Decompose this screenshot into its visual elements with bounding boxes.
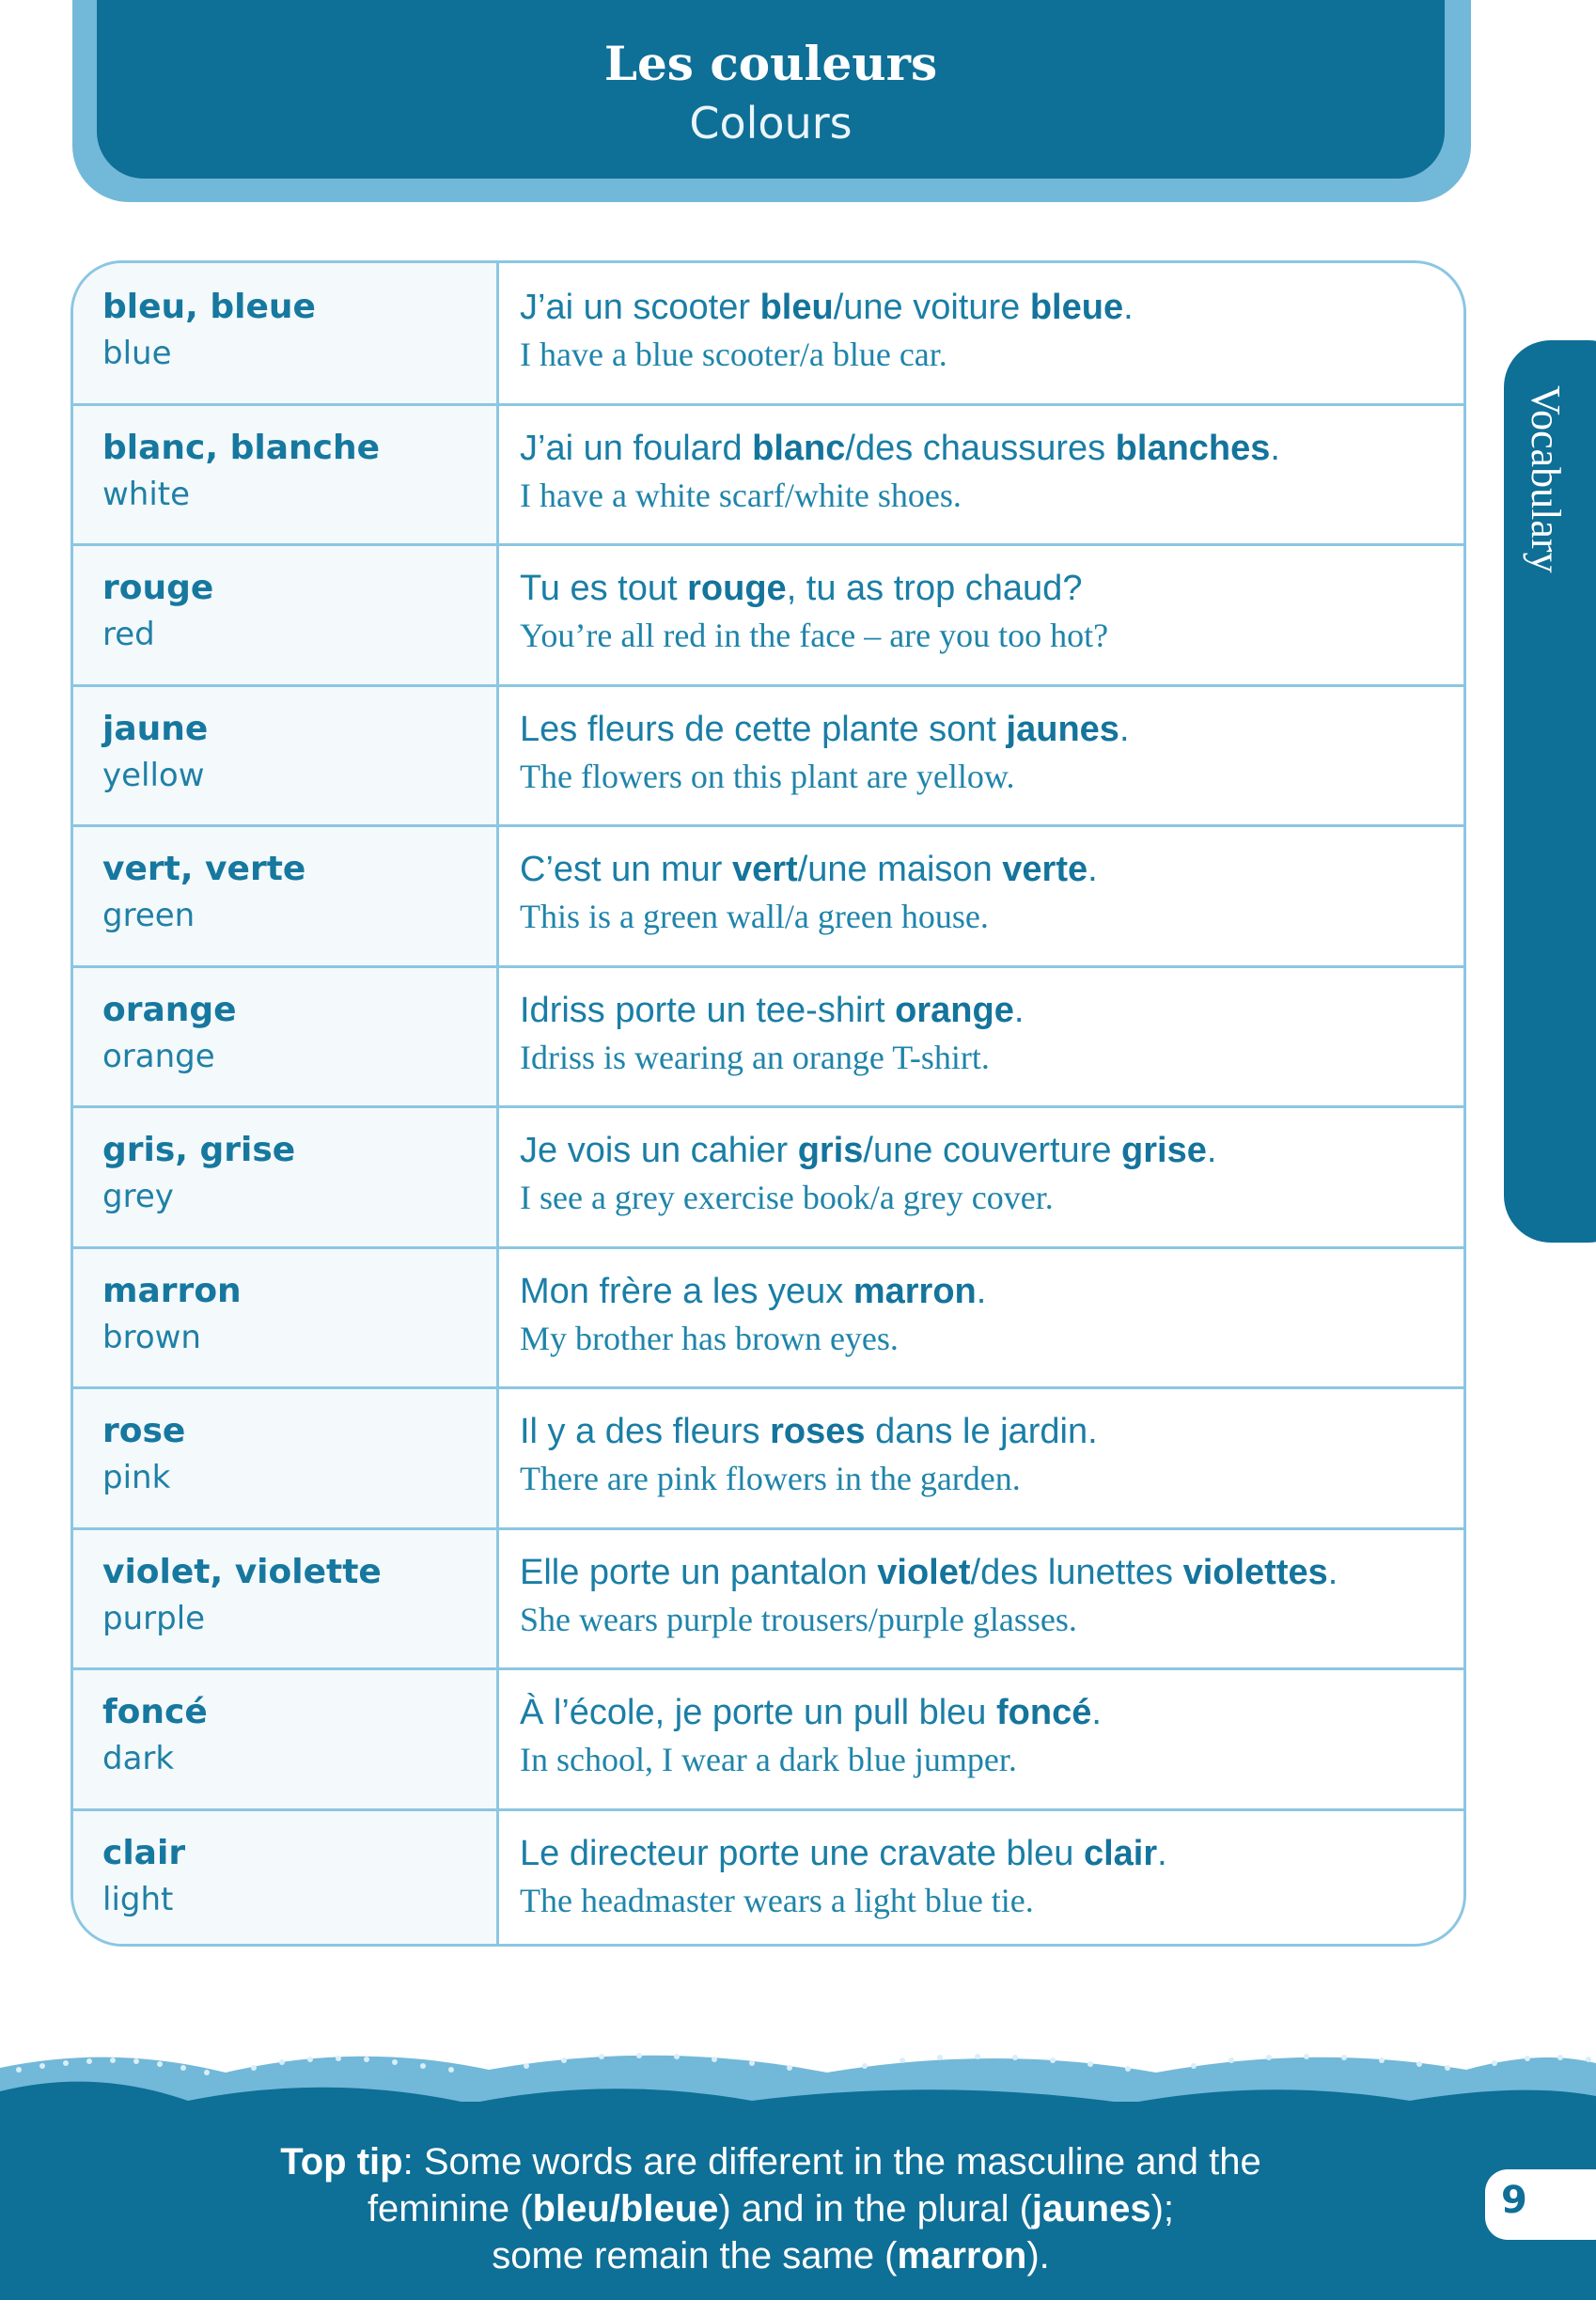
english-term: orange bbox=[102, 1037, 215, 1075]
table-row bbox=[73, 685, 1463, 826]
french-example: Je vois un cahier gris/une couverture grise. bbox=[520, 1131, 1217, 1170]
english-term: light bbox=[102, 1880, 174, 1918]
english-term: red bbox=[102, 616, 155, 653]
english-example: The flowers on this plant are yellow. bbox=[520, 757, 1015, 795]
english-example: You’re all red in the face – are you too hot? bbox=[520, 617, 1109, 654]
english-example: In school, I wear a dark blue jumper. bbox=[520, 1741, 1017, 1778]
table-row bbox=[73, 263, 1463, 404]
french-term: rose bbox=[102, 1412, 186, 1450]
english-term: purple bbox=[102, 1599, 206, 1637]
page-subtitle: Colours bbox=[689, 98, 853, 149]
french-term: foncé bbox=[102, 1693, 208, 1731]
french-term: marron bbox=[102, 1271, 242, 1310]
table-row bbox=[73, 1387, 1463, 1528]
french-term: clair bbox=[102, 1833, 186, 1872]
english-example: There are pink flowers in the garden. bbox=[520, 1460, 1021, 1497]
english-example: The headmaster wears a light blue tie. bbox=[520, 1881, 1034, 1919]
table-row bbox=[73, 1247, 1463, 1388]
english-example: I have a white scarf/white shoes. bbox=[520, 476, 962, 514]
english-term: blue bbox=[102, 335, 172, 372]
page-number: 9 bbox=[1501, 2179, 1527, 2222]
top-tip: Top tip: Some words are different in the masculine and the feminine (bleu/bleue) and in the plural (jaunes); some remain the same (marron). bbox=[280, 2141, 1261, 2277]
table-row bbox=[73, 1528, 1463, 1669]
table-row bbox=[73, 1668, 1463, 1809]
french-example: Idriss porte un tee-shirt orange. bbox=[520, 990, 1025, 1030]
table-row bbox=[73, 404, 1463, 545]
french-term: blanc, blanche bbox=[102, 428, 380, 467]
french-example: À l’école, je porte un pull bleu foncé. bbox=[520, 1693, 1102, 1732]
french-example: Les fleurs de cette plante sont jaunes. bbox=[520, 709, 1130, 749]
french-example: Elle porte un pantalon violet/des lunettes violettes. bbox=[520, 1552, 1338, 1592]
english-term: brown bbox=[102, 1318, 201, 1356]
french-example: J’ai un foulard blanc/des chaussures blanches. bbox=[520, 428, 1280, 468]
english-term: white bbox=[102, 475, 191, 513]
english-example: I have a blue scooter/a blue car. bbox=[520, 336, 947, 373]
french-term: bleu, bleue bbox=[102, 288, 316, 326]
french-example: Mon frère a les yeux marron. bbox=[520, 1271, 987, 1311]
french-example: Tu es tout rouge, tu as trop chaud? bbox=[520, 569, 1083, 608]
english-term: dark bbox=[102, 1740, 175, 1777]
french-term: rouge bbox=[102, 569, 214, 607]
page-title: Les couleurs bbox=[603, 36, 938, 91]
english-example: This is a green wall/a green house. bbox=[520, 898, 989, 935]
english-example: Idriss is wearing an orange T-shirt. bbox=[520, 1038, 990, 1076]
french-term: vert, verte bbox=[102, 850, 306, 888]
french-example: Il y a des fleurs roses dans le jardin. bbox=[520, 1412, 1098, 1451]
table-row bbox=[73, 825, 1463, 966]
french-example: C’est un mur vert/une maison verte. bbox=[520, 850, 1098, 889]
section-tab-label: Vocabulary bbox=[1523, 385, 1569, 573]
english-term: green bbox=[102, 897, 196, 934]
english-term: yellow bbox=[102, 756, 205, 794]
french-term: violet, violette bbox=[102, 1552, 382, 1591]
french-example: Le directeur porte une cravate bleu clair. bbox=[520, 1833, 1167, 1873]
french-example: J’ai un scooter bleu/une voiture bleue. bbox=[520, 288, 1134, 327]
table-row bbox=[73, 1106, 1463, 1247]
table-row bbox=[73, 544, 1463, 685]
french-term: jaune bbox=[102, 709, 209, 748]
french-term: gris, grise bbox=[102, 1131, 296, 1169]
table-row bbox=[73, 966, 1463, 1107]
english-example: I see a grey exercise book/a grey cover. bbox=[520, 1179, 1054, 1216]
english-term: pink bbox=[102, 1459, 171, 1496]
english-example: My brother has brown eyes. bbox=[520, 1319, 899, 1357]
vocabulary-table bbox=[70, 260, 1466, 1947]
french-term: orange bbox=[102, 990, 237, 1029]
english-example: She wears purple trousers/purple glasses. bbox=[520, 1600, 1077, 1638]
table-row bbox=[73, 1809, 1463, 1948]
english-term: grey bbox=[102, 1178, 174, 1215]
